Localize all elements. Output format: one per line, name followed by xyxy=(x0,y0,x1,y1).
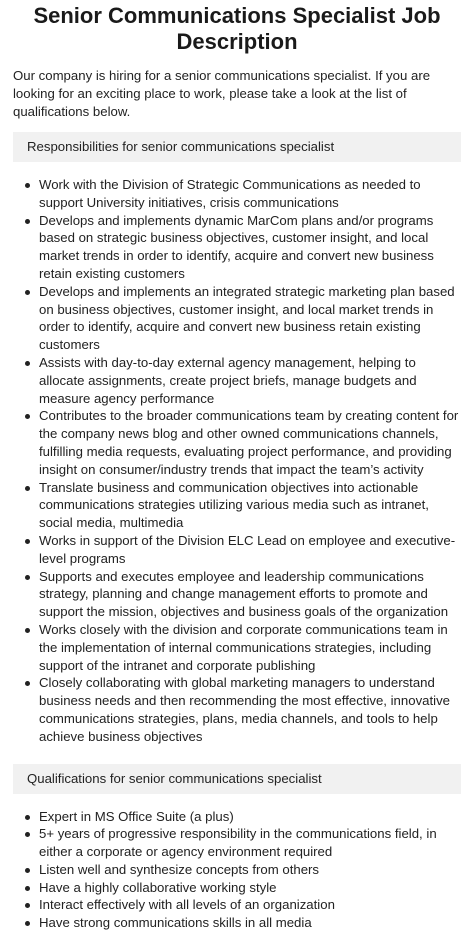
responsibilities-list xyxy=(13,176,461,746)
responsibility-item: Develops and implements dynamic MarCom plans and/or programs based on strategic business objectives, customer insight, and local market trends in order to identify, acquire and convert new business retain existing customers xyxy=(39,212,461,283)
qualification-item: Have strong communications skills in all media xyxy=(39,914,461,932)
qualification-item: 5+ years of progressive responsibility in the communications field, in either a corporate or agency environment required xyxy=(39,825,461,861)
responsibility-item: Assists with day-to-day external agency management, helping to allocate assignments, create project briefs, manage budgets and measure agency performance xyxy=(39,354,461,407)
responsibility-item: Contributes to the broader communications team by creating content for the company news blog and other owned communications channels, fulfilling media requests, evaluating project performance, and providing insight on consumer/industry trends that impact the team’s activity xyxy=(39,407,461,478)
qualifications-heading: Qualifications for senior communications specialist xyxy=(13,764,461,794)
qualification-item: Have a highly collaborative working style xyxy=(39,879,461,897)
responsibilities-heading: Responsibilities for senior communications specialist xyxy=(13,132,461,162)
responsibility-item: Works closely with the division and corporate communications team in the implementation of internal communications strategies, including support of the intranet and corporate publishing xyxy=(39,621,461,674)
qualification-item: Listen well and synthesize concepts from others xyxy=(39,861,461,879)
responsibility-item: Develops and implements an integrated strategic marketing plan based on business objectives, customer insight, and local market trends in order to identify, acquire and convert new business retain existing customers xyxy=(39,283,461,354)
responsibility-item: Works in support of the Division ELC Lead on employee and executive-level programs xyxy=(39,532,461,568)
responsibility-item: Translate business and communication objectives into actionable communications strategies utilizing various media such as intranet, social media, multimedia xyxy=(39,479,461,532)
qualification-item: Expert in MS Office Suite (a plus) xyxy=(39,808,461,826)
responsibility-item: Supports and executes employee and leadership communications strategy, planning and change management efforts to promote and support the mission, objectives and business goals of the organization xyxy=(39,568,461,621)
responsibility-item: Closely collaborating with global marketing managers to understand business needs and then recommending the most effective, innovative communications strategies, plans, media channels, and tools to help achieve business objectives xyxy=(39,674,461,745)
qualifications-list xyxy=(13,808,461,932)
intro-paragraph: Our company is hiring for a senior communications specialist. If you are looking for an exciting place to work, please take a look at the list of qualifications below. xyxy=(13,67,461,121)
qualification-item: Interact effectively with all levels of an organization xyxy=(39,896,461,914)
page-title: Senior Communications Specialist Job Description xyxy=(13,0,461,55)
responsibility-item: Work with the Division of Strategic Communications as needed to support University initiatives, crisis communications xyxy=(39,176,461,212)
